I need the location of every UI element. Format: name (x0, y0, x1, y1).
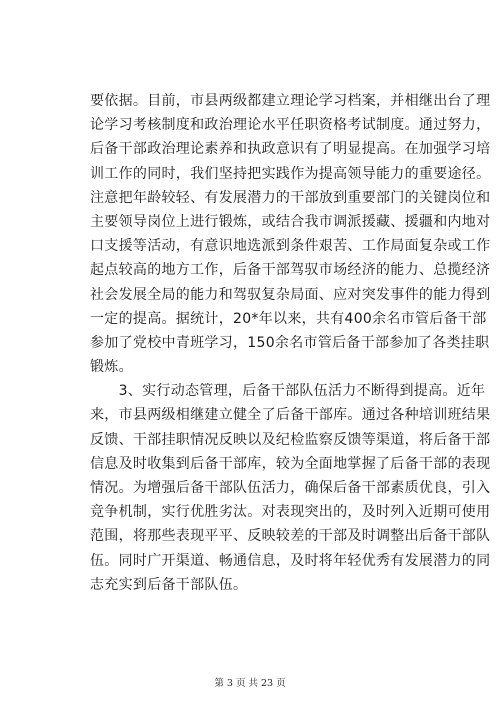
text-line: 论学习考核制度和政治理论水平任职资格考试制度。通过努力， (90, 117, 491, 134)
text-line: 竞争机制，实行优胜劣汰。对表现突出的，及时列入近期可使用 (90, 504, 491, 521)
text-line: 锻炼。 (90, 359, 133, 376)
text-line: 口支援等活动，有意识地选派到条件艰苦、工作局面复杂或工作 (90, 238, 491, 255)
text-line: 起点较高的地方工作，后备干部驾驭市场经济的能力、总揽经济 (90, 262, 491, 279)
text-line: 志充实到后备干部队伍。 (90, 576, 248, 593)
text-line: 伍。同时广开渠道、畅通信息，及时将年轻优秀有发展潜力的同 (90, 552, 491, 569)
text-line: 反馈、干部挂职情况反映以及纪检监察反馈等渠道，将后备干部 (90, 431, 491, 448)
text-line: 情况。为增强后备干部队伍活力，确保后备干部素质优良，引入 (90, 480, 491, 496)
text-line: 训工作的同时，我们坚持把实践作为提高领导能力的重要途径。 (90, 165, 491, 182)
text-line: 社会发展全局的能力和驾驭复杂局面、应对突发事件的能力得到 (90, 286, 491, 303)
text-line: 参加了党校中青班学习，150余名市管后备干部参加了各类挂职 (90, 334, 490, 351)
text-line: 后备干部政治理论素养和执政意识有了明显提高。在加强学习培 (90, 141, 491, 158)
body-text (90, 89, 491, 597)
text-line: 信息及时收集到后备干部库，较为全面地掌握了后备干部的表现 (90, 455, 491, 472)
page-number-footer: 第 3 页 共 23 页 (214, 678, 286, 689)
text-line: 主要领导岗位上进行锻炼，或结合我市调派援藏、援疆和内地对 (90, 213, 491, 230)
text-line: 3、实行动态管理，后备干部队伍活力不断得到提高。近年 (90, 383, 486, 400)
text-line: 一定的提高。据统计，20*年以来，共有400余名市管后备干部 (90, 310, 487, 327)
text-line: 范围，将那些表现平平、反映较差的干部及时调整出后备干部队 (90, 528, 491, 545)
text-line: 来，市县两级相继建立健全了后备干部库。通过各种培训班结果 (90, 407, 491, 424)
text-line: 要依据。目前，市县两级都建立理论学习档案，并相继出台了理 (90, 93, 491, 109)
text-line: 注意把年龄较轻、有发展潜力的干部放到重要部门的关键岗位和 (90, 189, 491, 206)
